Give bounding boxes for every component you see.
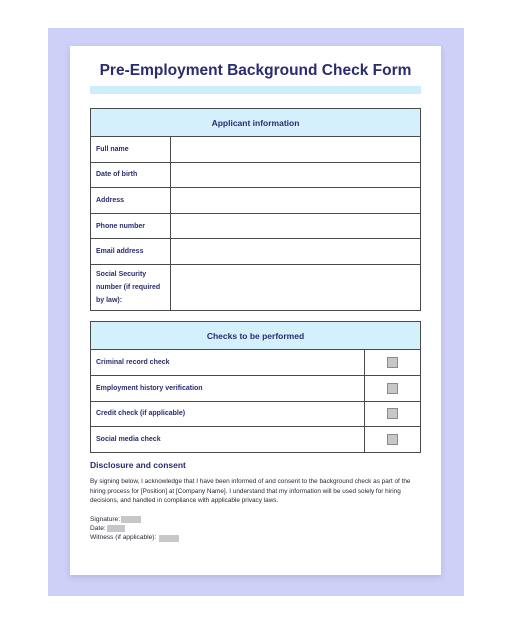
phone-number-input[interactable] bbox=[171, 213, 421, 239]
check-label-social-media: Social media check bbox=[91, 427, 365, 453]
table-row bbox=[91, 188, 421, 214]
field-label-ssn: Social Security number (if required by law): bbox=[91, 264, 171, 310]
field-label-phone-number: Phone number bbox=[91, 213, 171, 239]
title-accent-bar bbox=[90, 86, 421, 94]
signature-label: Signature: bbox=[90, 516, 121, 523]
ssn-input[interactable] bbox=[171, 264, 421, 310]
field-label-email-address: Email address bbox=[91, 239, 171, 265]
check-label-employment-history: Employment history verification bbox=[91, 375, 365, 401]
form-title: Pre-Employment Background Check Form bbox=[99, 62, 412, 79]
table-row bbox=[91, 375, 421, 401]
witness-label: Witness (if applicable): bbox=[90, 534, 157, 542]
address-input[interactable] bbox=[171, 188, 421, 214]
field-label-address: Address bbox=[91, 188, 171, 214]
table-row bbox=[91, 213, 421, 239]
checks-table bbox=[90, 321, 421, 453]
applicant-info-table bbox=[90, 108, 421, 311]
field-label-date-of-birth: Date of birth bbox=[91, 162, 171, 188]
social-media-checkbox[interactable] bbox=[387, 434, 398, 445]
signature-field[interactable] bbox=[121, 516, 141, 523]
witness-field[interactable] bbox=[159, 535, 179, 542]
disclosure-heading: Disclosure and consent bbox=[90, 460, 186, 470]
employment-history-checkbox[interactable] bbox=[387, 383, 398, 394]
date-of-birth-input[interactable] bbox=[171, 162, 421, 188]
table-row bbox=[91, 264, 421, 310]
criminal-record-checkbox[interactable] bbox=[387, 357, 398, 368]
email-address-input[interactable] bbox=[171, 239, 421, 265]
check-label-criminal-record: Criminal record check bbox=[91, 350, 365, 376]
credit-check-checkbox[interactable] bbox=[387, 408, 398, 419]
table-row bbox=[91, 162, 421, 188]
checks-heading: Checks to be performed bbox=[91, 322, 421, 350]
check-label-credit-check: Credit check (if applicable) bbox=[91, 401, 365, 427]
form-document bbox=[70, 46, 441, 575]
table-row bbox=[91, 137, 421, 163]
date-field[interactable] bbox=[107, 525, 125, 532]
full-name-input[interactable] bbox=[171, 137, 421, 163]
disclosure-text: By signing below, I acknowledge that I have been informed of and consent to the background check as part of the hiring process for [Position] at [Company Name]. I understand that my information will be used solely for hiring decisions, and handled in compliance with applicable privacy laws. bbox=[90, 478, 411, 504]
table-row bbox=[91, 350, 421, 376]
applicant-info-heading: Applicant information bbox=[91, 109, 421, 137]
table-row bbox=[91, 239, 421, 265]
table-row bbox=[91, 401, 421, 427]
table-row bbox=[91, 427, 421, 453]
field-label-full-name: Full name bbox=[91, 137, 171, 163]
signature-block bbox=[90, 515, 179, 543]
date-label: Date: bbox=[90, 525, 106, 533]
